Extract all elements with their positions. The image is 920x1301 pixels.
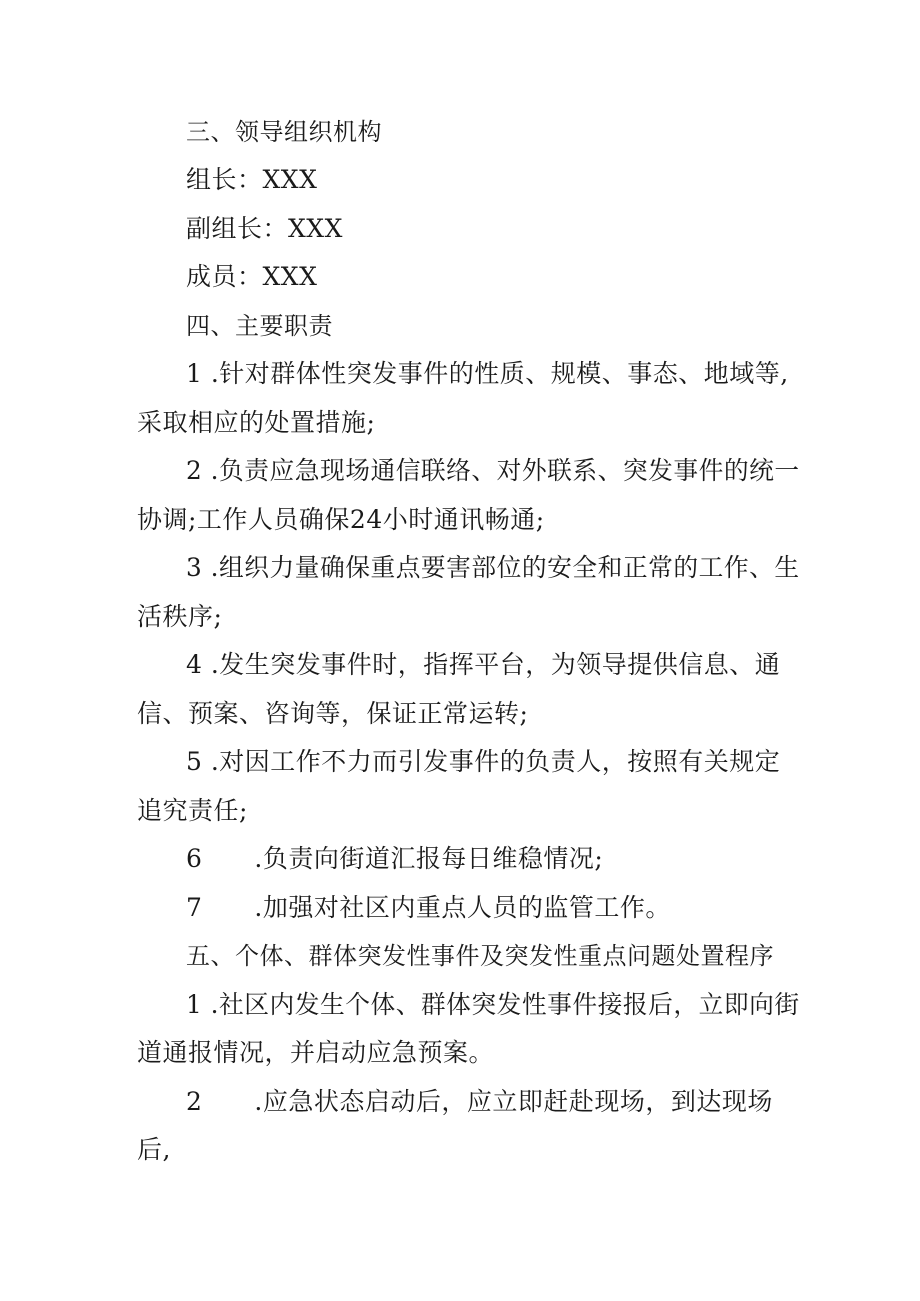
duty-item-1-line2: 采取相应的处置措施; xyxy=(137,408,376,437)
procedure-item-2-number: 2 xyxy=(186,1087,203,1116)
duty-item-4-line2: 信、预案、咨询等，保证正常运转; xyxy=(137,699,529,728)
procedure-item-2-line1 xyxy=(186,1085,773,1119)
duty-item-7-text: .加强对社区内重点人员的监管工作。 xyxy=(254,893,671,922)
duty-item-6-line1 xyxy=(186,842,603,876)
procedure-item-2-text: .应急状态启动后，应立即赶赴现场，到达现场 xyxy=(254,1087,773,1116)
procedure-item-1-line1 xyxy=(186,988,800,1022)
duty-item-5-number: 5 xyxy=(186,747,203,776)
duty-item-2-line2: 协调;工作人员确保24小时通讯畅通; xyxy=(137,505,545,534)
deputy-leader-line: 副组长：XXX xyxy=(186,214,343,243)
members-line: 成员：XXX xyxy=(186,262,318,291)
duty-item-6-number: 6 xyxy=(186,844,203,873)
duty-item-3-line1 xyxy=(186,551,800,585)
duty-item-7-line1 xyxy=(186,891,671,925)
procedure-item-1-number: 1 xyxy=(186,990,203,1019)
duty-item-1-number: 1 xyxy=(186,359,203,388)
duty-item-4-number: 4 xyxy=(186,650,203,679)
section3-heading: 三、领导组织机构 xyxy=(186,118,382,146)
section4-heading: 四、主要职责 xyxy=(186,312,333,340)
duty-item-2-text: .负责应急现场通信联络、对外联系、突发事件的统一 xyxy=(210,456,800,485)
section5-heading: 五、个体、群体突发性事件及突发性重点问题处置程序 xyxy=(186,942,774,970)
duty-item-3-line2: 活秩序; xyxy=(137,602,223,631)
duty-item-4-line1 xyxy=(186,648,780,682)
procedure-item-2-line2: 后, xyxy=(137,1135,171,1164)
duty-item-6-text: .负责向街道汇报每日维稳情况; xyxy=(254,844,604,873)
duty-item-5-text: .对因工作不力而引发事件的负责人，按照有关规定 xyxy=(210,747,781,776)
duty-item-7-number: 7 xyxy=(186,893,203,922)
duty-item-2-number: 2 xyxy=(186,456,203,485)
duty-item-3-text: .组织力量确保重点要害部位的安全和正常的工作、生 xyxy=(210,553,800,582)
procedure-item-1-line2: 道通报情况，并启动应急预案。 xyxy=(137,1038,495,1067)
duty-item-5-line1 xyxy=(186,745,780,779)
duty-item-3-number: 3 xyxy=(186,553,203,582)
duty-item-1-text: .针对群体性突发事件的性质、规模、事态、地域等, xyxy=(210,359,789,388)
duty-item-5-line2: 追究责任; xyxy=(137,796,248,825)
procedure-item-1-text: .社区内发生个体、群体突发性事件接报后，立即向街 xyxy=(210,990,800,1019)
duty-item-2-line1 xyxy=(186,454,800,488)
duty-item-1-line1 xyxy=(186,357,789,391)
leader-line: 组长：XXX xyxy=(186,165,318,194)
duty-item-4-text: .发生突发事件时，指挥平台，为领导提供信息、通 xyxy=(210,650,781,679)
